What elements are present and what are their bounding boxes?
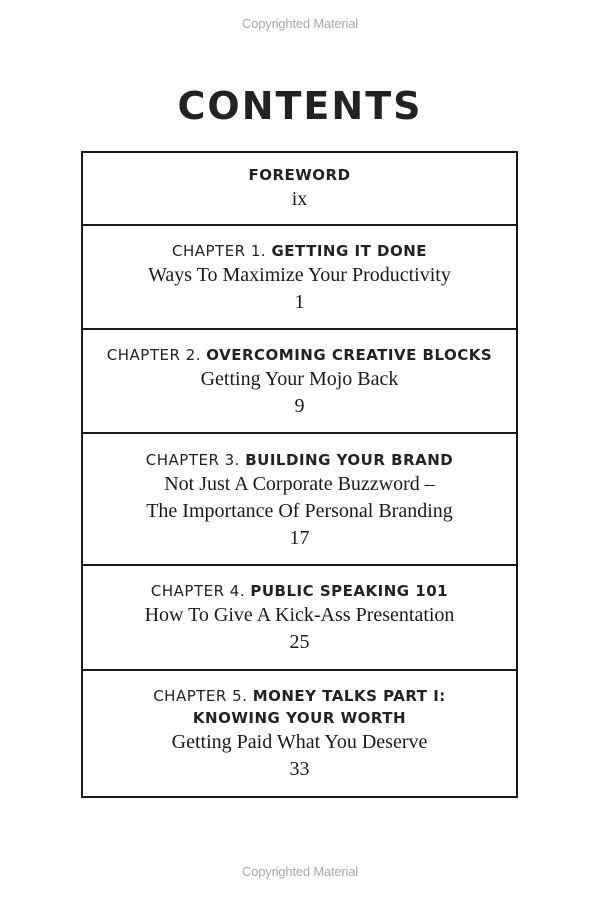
chapter-page-number: 1 bbox=[294, 291, 305, 313]
chapter-page-number: 9 bbox=[294, 395, 305, 417]
toc-entry-chapter-1[interactable] bbox=[83, 224, 516, 328]
chapter-title-line-1: MONEY TALKS PART I: bbox=[252, 687, 446, 705]
chapter-subtitle: Getting Your Mojo Back bbox=[200, 368, 399, 390]
toc-entry-chapter-5[interactable] bbox=[83, 669, 516, 796]
chapter-heading bbox=[83, 685, 516, 707]
chapter-title-line-2: KNOWING YOUR WORTH bbox=[192, 709, 407, 727]
chapter-page-number: 25 bbox=[289, 631, 310, 653]
table-of-contents bbox=[81, 151, 518, 798]
chapter-subtitle-line-1: Not Just A Corporate Buzzword – bbox=[164, 473, 435, 495]
chapter-heading bbox=[83, 240, 516, 262]
chapter-subtitle: Ways To Maximize Your Productivity bbox=[148, 264, 451, 286]
chapter-subtitle: Getting Paid What You Deserve bbox=[171, 731, 428, 753]
page-title: CONTENTS bbox=[177, 84, 423, 128]
chapter-subtitle: How To Give A Kick-Ass Presentation bbox=[144, 604, 455, 626]
chapter-heading bbox=[83, 449, 516, 471]
chapter-title: OVERCOMING CREATIVE BLOCKS bbox=[206, 346, 493, 364]
chapter-subtitle-line-2: The Importance Of Personal Branding bbox=[146, 500, 453, 522]
foreword-page-number: ix bbox=[291, 188, 308, 210]
chapter-number: CHAPTER 1. bbox=[171, 242, 267, 260]
toc-entry-chapter-3[interactable] bbox=[83, 432, 516, 564]
foreword-title: FOREWORD bbox=[248, 166, 351, 184]
chapter-page-number: 17 bbox=[289, 527, 310, 549]
chapter-title: GETTING IT DONE bbox=[271, 242, 428, 260]
toc-entry-chapter-4[interactable] bbox=[83, 564, 516, 669]
watermark-bottom: Copyrighted Material bbox=[242, 864, 358, 879]
chapter-number: CHAPTER 2. bbox=[106, 346, 201, 364]
chapter-page-number: 33 bbox=[289, 758, 310, 780]
chapter-heading bbox=[83, 580, 516, 602]
watermark-top: Copyrighted Material bbox=[242, 16, 358, 31]
chapter-title: PUBLIC SPEAKING 101 bbox=[250, 582, 449, 600]
toc-entry-chapter-2[interactable] bbox=[83, 328, 516, 432]
toc-entry-foreword[interactable] bbox=[83, 153, 516, 224]
chapter-title: BUILDING YOUR BRAND bbox=[245, 451, 454, 469]
chapter-number: CHAPTER 3. bbox=[145, 451, 240, 469]
chapter-heading bbox=[83, 344, 516, 366]
chapter-number: CHAPTER 4. bbox=[150, 582, 246, 600]
chapter-number: CHAPTER 5. bbox=[153, 687, 248, 705]
